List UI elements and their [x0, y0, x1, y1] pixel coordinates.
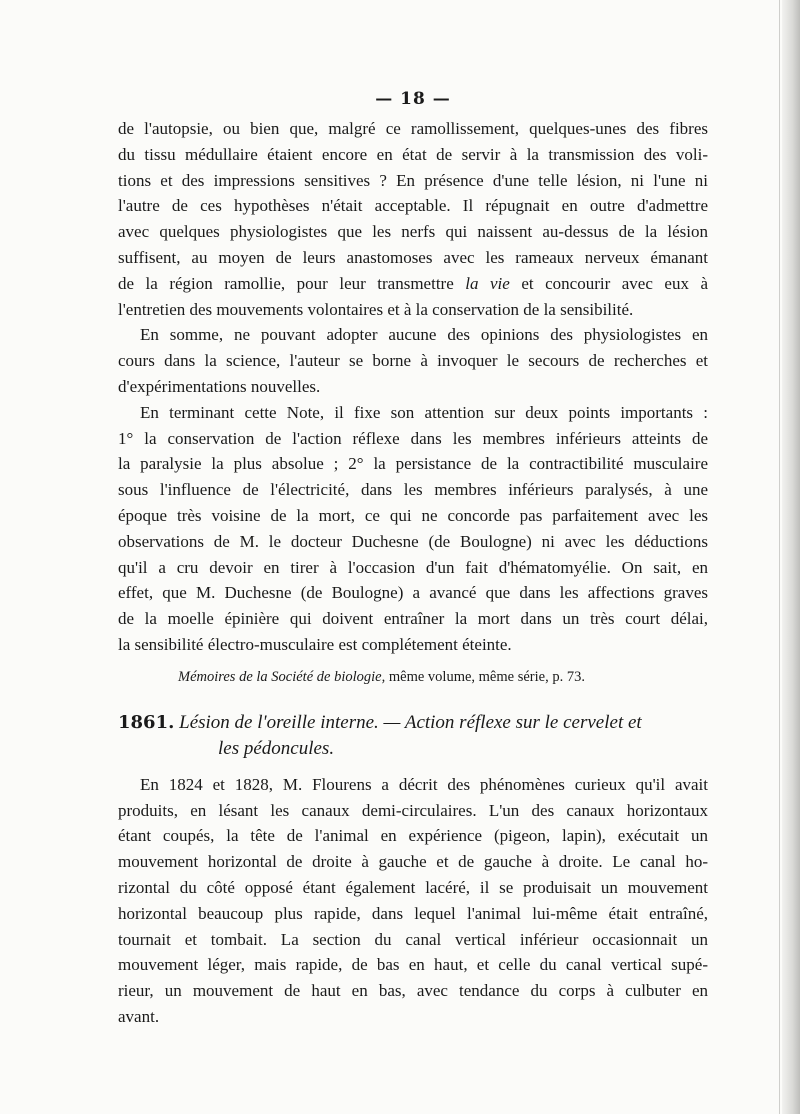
- page-edge-line: [779, 0, 780, 1114]
- page-content: [118, 86, 708, 1030]
- text-line: En somme, ne pouvant adopter aucune des opinions des physiologistes en: [140, 325, 708, 345]
- text-line: d'expérimentations nouvelles.: [118, 376, 321, 396]
- text-line: observations de M. le docteur Duchesne (de Boulogne) ni avec les déductions: [118, 531, 708, 551]
- reference-source: Mémoires de la Société de biologie,: [178, 668, 386, 685]
- text-line: la paralysie la plus absolue ; 2° la persistance de la contractibilité musculaire: [118, 454, 708, 474]
- page-edge-shadow: [782, 0, 800, 1114]
- text-line: l'autre de ces hypothèses n'était acceptable. Il répugnait en outre d'admettre: [118, 196, 708, 216]
- text-line: rieur, un mouvement de haut en bas, avec tendance du corps à culbuter en: [118, 981, 708, 1001]
- text-line: du tissu médullaire étaient encore en état de servir à la transmission des voli-: [118, 144, 708, 164]
- text-line: sous l'influence de l'électricité, dans les membres inférieurs paralysés, à une: [118, 480, 708, 500]
- text-line: En terminant cette Note, il fixe son attention sur deux points importants :: [140, 402, 708, 422]
- section-title-line1: Lésion de l'oreille interne. — Action réflexe sur le cervelet et: [179, 711, 642, 733]
- text-line: de la moelle épinière qui doivent entraîner la mort dans un très court délai,: [118, 609, 708, 629]
- italic-term: la vie: [465, 273, 510, 293]
- text-line: horizontal beaucoup plus rapide, dans lequel l'animal lui-même était entraîné,: [118, 903, 708, 923]
- paragraph-2: [118, 322, 708, 399]
- text-line: tournait et tombait. La section du canal vertical inférieur occasionnait un: [118, 929, 708, 949]
- text-line: cours dans la science, l'auteur se borne à invoquer le secours de recherches et: [118, 351, 708, 371]
- text-line: suffisent, au moyen de leurs anastomoses avec les rameaux nerveux émanant: [118, 247, 708, 267]
- section-heading: [118, 710, 708, 762]
- text-line: avant.: [118, 1006, 160, 1026]
- section-title-line2: les pédoncules.: [218, 737, 335, 759]
- paragraph-4: [118, 772, 708, 1030]
- text-line-mixed: [118, 271, 708, 297]
- text-line: étant coupés, la tête de l'animal en expérience (pigeon, lapin), exécutait un: [118, 826, 708, 846]
- page-number: — 18 —: [375, 89, 451, 109]
- reference-details: même volume, même série, p. 73.: [385, 668, 585, 685]
- text-line: En 1824 et 1828, M. Flourens a décrit des phénomènes curieux qu'il avait: [140, 774, 708, 794]
- text-line: avec quelques physiologistes que les nerfs qui naissent au-dessus de la lésion: [118, 222, 708, 242]
- paragraph-3: [118, 400, 708, 658]
- text-segment: et concourir avec eux à: [521, 273, 708, 293]
- text-line: mouvement horizontal de droite à gauche et de gauche à droite. Le canal ho-: [118, 852, 708, 872]
- text-segment: de la région ramollie, pour leur transmettre: [118, 273, 454, 293]
- text-line: tions et des impressions sensitives ? En présence d'une telle lésion, ni l'une ni: [118, 170, 708, 190]
- text-line: mouvement léger, mais rapide, de bas en haut, et celle du canal vertical supé-: [118, 955, 708, 975]
- text-line: qu'il a cru devoir en tirer à l'occasion d'un fait d'hématomyélie. On sait, en: [118, 557, 708, 577]
- text-line: l'entretien des mouvements volontaires et à la conservation de la sensibilité.: [118, 299, 634, 319]
- text-line: 1° la conservation de l'action réflexe dans les membres inférieurs atteints de: [118, 428, 708, 448]
- text-line: la sensibilité électro-musculaire est complétement éteinte.: [118, 634, 512, 654]
- text-line: époque très voisine de la mort, ce qui ne concorde pas parfaitement avec les: [118, 505, 708, 525]
- section-number: 1861.: [118, 711, 175, 733]
- text-line: effet, que M. Duchesne (de Boulogne) a avancé que dans les affections graves: [118, 583, 708, 603]
- text-line: rizontal du côté opposé étant également lacéré, il se produisait un mouvement: [118, 877, 708, 897]
- text-line: de l'autopsie, ou bien que, malgré ce ramollissement, quelques-unes des fibres: [118, 119, 708, 138]
- paragraph-1: [118, 116, 708, 322]
- bibliographic-reference: [118, 666, 708, 688]
- text-line: produits, en lésant les canaux demi-circulaires. L'un des canaux horizontaux: [118, 800, 708, 820]
